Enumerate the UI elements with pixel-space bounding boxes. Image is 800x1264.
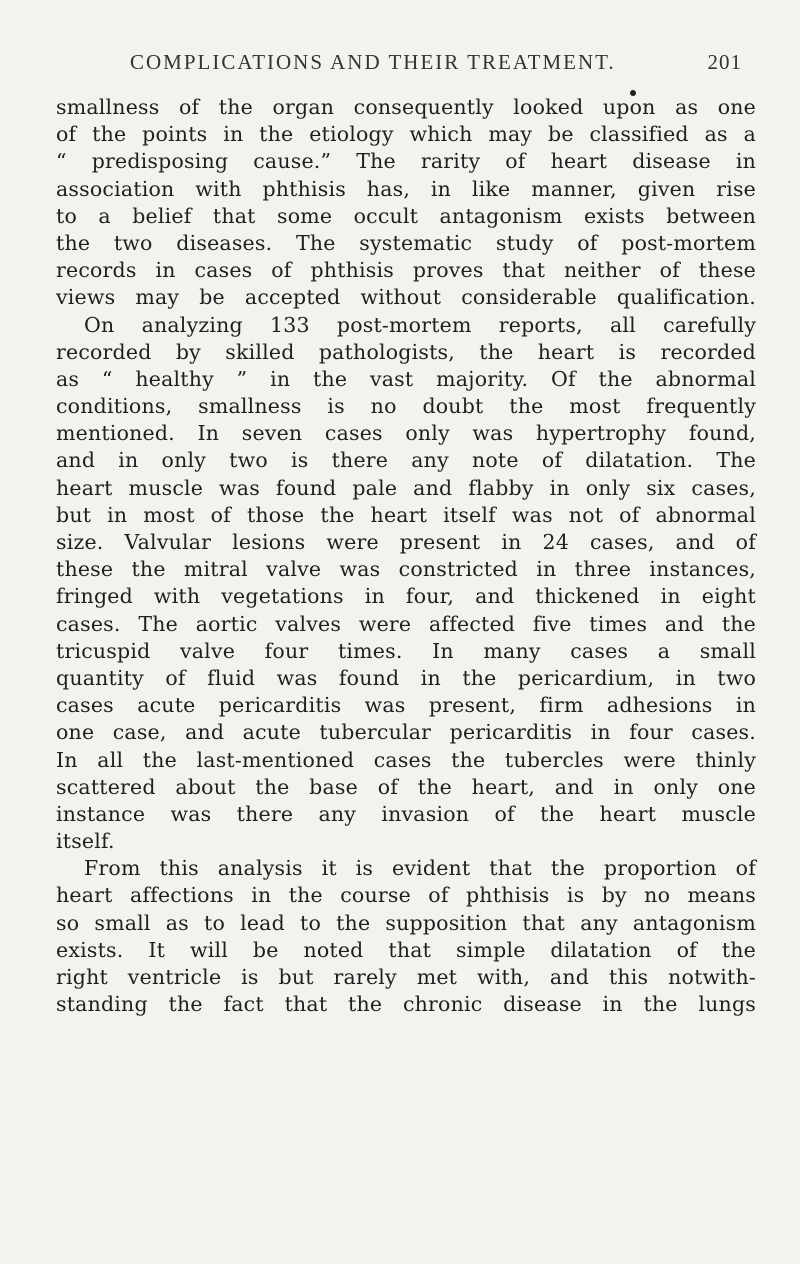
text-line: smallness of the organ consequently looked upon as one xyxy=(56,95,756,119)
text-line: instance was there any invasion of the heart muscle xyxy=(56,801,756,826)
text-line: heart affections in the course of phthisis is by no means xyxy=(56,883,756,908)
text-line: From this analysis it is evident that the proportion of xyxy=(84,856,756,881)
text-line: but in most of those the heart itself was not of abnormal xyxy=(56,502,756,527)
text-line: of the points in the etiology which may be classified as a xyxy=(56,122,756,147)
text-line: to a belief that some occult antagonism exists between xyxy=(56,203,756,228)
text-line: heart muscle was found pale and flabby in only six cases, xyxy=(56,475,756,500)
chapter-title: COMPLICATIONS AND THEIR TREATMENT. xyxy=(130,50,616,74)
body-text xyxy=(56,94,756,1018)
text-line: fringed with vegetations in four, and thickened in eight xyxy=(56,584,756,609)
text-line: tricuspid valve four times. In many cases a small xyxy=(56,638,756,663)
text-line: one case, and acute tubercular pericarditis in four cases. xyxy=(56,720,756,745)
text-line: recorded by skilled pathologists, the heart is recorded xyxy=(56,339,756,364)
text-line: quantity of fluid was found in the pericardium, in two xyxy=(56,665,756,690)
text-line: and in only two is there any note of dilatation. The xyxy=(56,448,756,473)
text-line: association with phthisis has, in like manner, given rise xyxy=(56,176,756,201)
text-line: conditions, smallness is no doubt the most frequently xyxy=(56,394,756,419)
text-line: scattered about the base of the heart, and in only one xyxy=(56,774,756,799)
text-line: itself. xyxy=(56,829,115,854)
text-line: so small as to lead to the supposition that any antagonism xyxy=(56,910,756,935)
text-line: “ predisposing cause.” The rarity of heart disease in xyxy=(56,149,756,174)
text-line: cases. The aortic valves were affected five times and the xyxy=(56,611,756,636)
running-header xyxy=(130,50,742,84)
text-line: On analyzing 133 post-mortem reports, all carefully xyxy=(84,312,756,337)
text-line: In all the last-mentioned cases the tubercles were thinly xyxy=(56,747,756,772)
text-line: as “ healthy ” in the vast majority. Of the abnormal xyxy=(56,366,756,391)
text-line: standing the fact that the chronic disease in the lungs xyxy=(56,992,756,1017)
text-line: the two diseases. The systematic study of post-mortem xyxy=(56,230,756,255)
text-line: views may be accepted without considerable qualification. xyxy=(56,285,756,310)
text-line: records in cases of phthisis proves that neither of these xyxy=(56,258,756,283)
text-line: exists. It will be noted that simple dilatation of the xyxy=(56,937,756,962)
page-number: 201 xyxy=(707,50,742,74)
text-line: cases acute pericarditis was present, firm adhesions in xyxy=(56,693,756,718)
text-line: mentioned. In seven cases only was hypertrophy found, xyxy=(56,421,756,446)
text-line: right ventricle is but rarely met with, and this notwith- xyxy=(56,965,756,989)
text-line: these the mitral valve was constricted in three instances, xyxy=(56,557,756,582)
text-line: size. Valvular lesions were present in 24 cases, and of xyxy=(56,530,756,554)
